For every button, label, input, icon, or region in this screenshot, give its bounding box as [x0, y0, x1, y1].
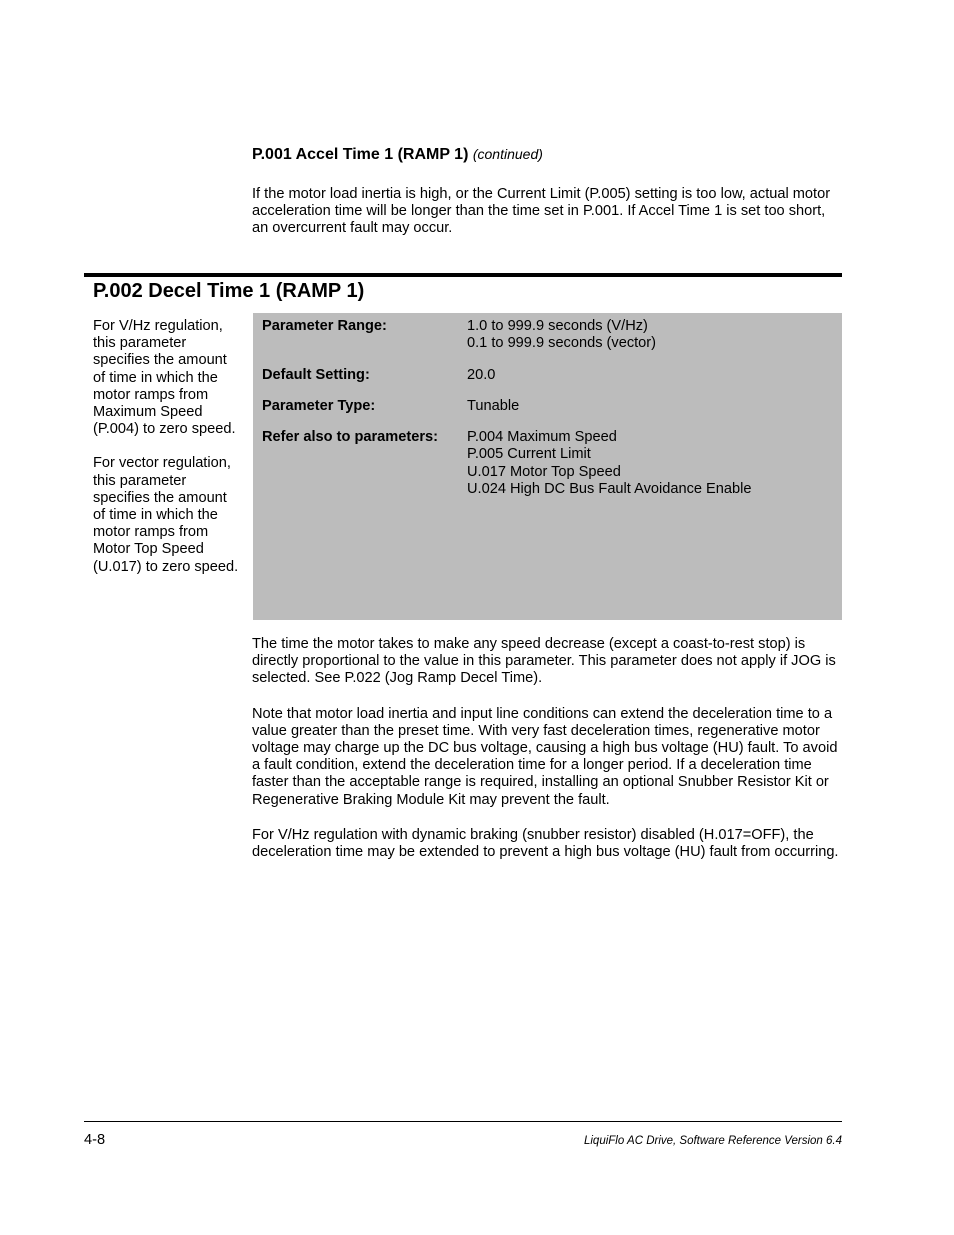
refer-u017: U.017 Motor Top Speed [467, 463, 621, 480]
continued-section-heading [252, 146, 543, 164]
param-label-refer: Refer also to parameters: [262, 429, 439, 445]
footer-divider [84, 1121, 842, 1122]
refer-p005: P.005 Current Limit [467, 446, 591, 463]
footer-document-title: LiquiFlo AC Drive, Software Reference Version 6.4 [583, 1135, 842, 1147]
refer-u024: U.024 High DC Bus Fault Avoidance Enable [467, 481, 752, 498]
continued-paragraph: If the motor load inertia is high, or the Current Limit (P.005) setting is too low, actual motor acceleration time will be longer than the time set in P.001. If Accel Time 1 is set too short, an overcurrent fault may occur. [252, 186, 831, 237]
param-value-refer [467, 429, 847, 499]
page-number: 4-8 [84, 1132, 106, 1148]
description-paragraph-2: Note that motor load inertia and input line conditions can extend the deceleration time to a value greater than the preset time. With very fast deceleration times, regenerative motor voltage may charge up the DC bus voltage, causing a high bus voltage (HU) fault. To avoid a fault condition, extend the deceleration time for a longer period. If a deceleration time faster than the acceptable range is required, installing an optional Snubber Resistor Kit or Regenerative Braking Module Kit may prevent the fault. [252, 705, 838, 808]
continued-section-title: P.001 Accel Time 1 (RAMP 1) [252, 146, 469, 163]
side-note-vector: For vector regulation, this parameter specifies the amount of time in which the motor ramps from Motor Top Speed (U.017) to zero speed. [93, 455, 239, 575]
section-title: P.002 Decel Time 1 (RAMP 1) [93, 280, 365, 302]
parameter-box [253, 313, 842, 620]
param-label-type: Parameter Type: [262, 398, 376, 414]
range-vector: 0.1 to 999.9 seconds (vector) [467, 335, 657, 352]
description-paragraph-1: The time the motor takes to make any speed decrease (except a coast-to-rest stop) is directly proportional to the value in this parameter. This parameter does not apply if JOG is selected. See P.022 (Jog Ramp Decel Time). [252, 636, 836, 687]
description-paragraph-3: For V/Hz regulation with dynamic braking (snubber resistor) disabled (H.017=OFF), the deceleration time may be extended to prevent a high bus voltage (HU) fault from occurring. [252, 826, 839, 861]
param-value-range [467, 318, 847, 353]
param-label-default: Default Setting: [262, 367, 370, 383]
side-notes [93, 318, 243, 593]
description-text [252, 636, 844, 879]
param-value-default: 20.0 [467, 367, 496, 383]
param-label-range: Parameter Range: [262, 318, 387, 334]
param-value-type: Tunable [467, 398, 520, 414]
side-note-vhz: For V/Hz regulation, this parameter specifies the amount of time in which the motor ramps from Maximum Speed (P.004) to zero speed. [93, 318, 236, 438]
continued-note: (continued) [472, 146, 543, 162]
section-divider [84, 273, 842, 277]
refer-p004: P.004 Maximum Speed [467, 429, 617, 445]
range-vhz: 1.0 to 999.9 seconds (V/Hz) [467, 318, 648, 334]
